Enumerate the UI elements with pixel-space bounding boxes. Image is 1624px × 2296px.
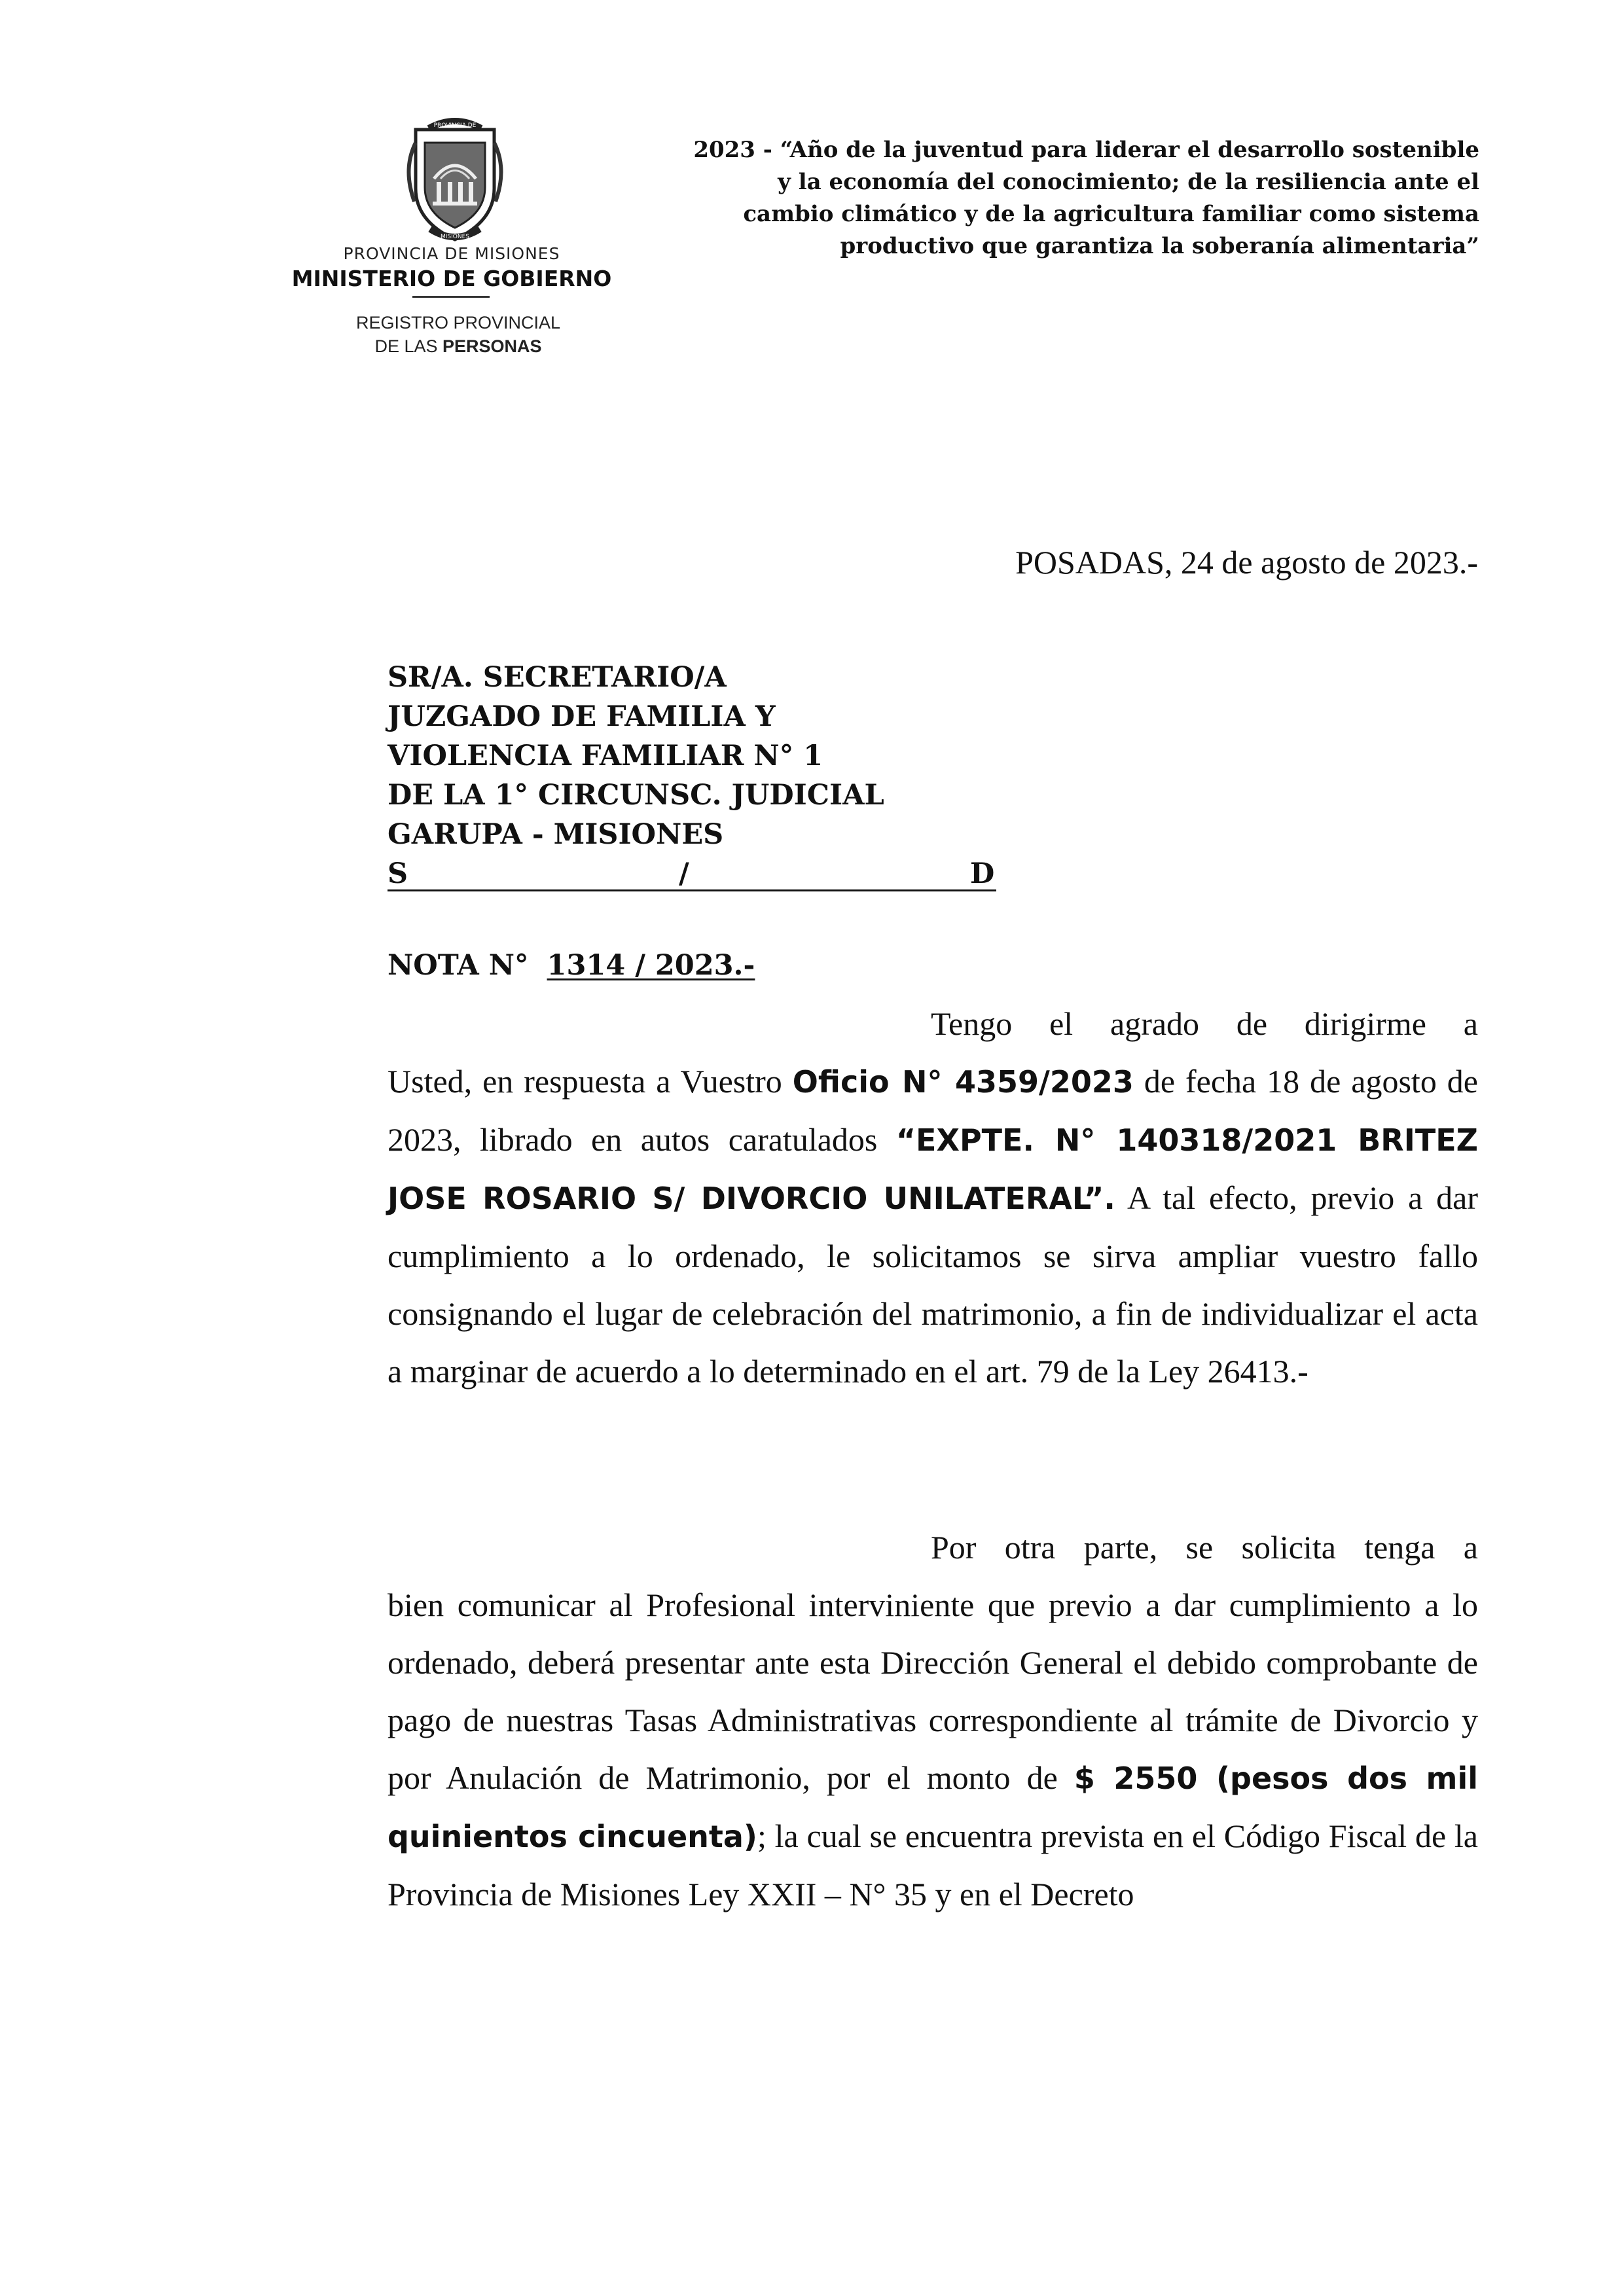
sd-slash: / bbox=[679, 857, 689, 890]
motto-line: 2023 - “Año de la juventud para liderar el desarrollo sostenible bbox=[693, 137, 1479, 163]
note-number: 1314 / 2023.- bbox=[547, 949, 755, 982]
motto-line: y la economía del conocimiento; de la resiliencia ante el bbox=[778, 169, 1479, 195]
crest-bottom-text: MISIONES bbox=[440, 234, 470, 240]
fee-amount: $ 2550 (pesos dos mil quinientos cincuenta) bbox=[388, 1761, 1479, 1854]
sd-s: S bbox=[388, 857, 408, 890]
crest-top-text: PROVINCIA DE bbox=[433, 122, 477, 129]
case-title: “EXPTE. N° 140318/2021 BRITEZ JOSE ROSARIO S/ DIVORCIO UNILATERAL”. bbox=[388, 1122, 1478, 1216]
paragraph-1-text: Usted, en respuesta a Vuestro bbox=[388, 1063, 793, 1100]
addressee-line: DE LA 1° CIRCUNSC. JUDICIAL bbox=[388, 779, 884, 812]
motto-line: cambio climático y de la agricultura familiar como sistema bbox=[743, 201, 1479, 227]
oficio-reference: Oficio N° 4359/2023 bbox=[792, 1064, 1134, 1100]
paragraph-1-text: de fecha 18 de agosto de 2023, librado en autos caratulados bbox=[388, 1063, 1478, 1158]
paragraph-2-text: ; la cual se encuentra prevista en el Código Fiscal de la Provincia de Misiones Ley XXII – N° 35 y en el Decreto bbox=[388, 1818, 1478, 1912]
paragraph-2-opening: Por otra parte, se solicita tenga a bbox=[931, 1529, 1478, 1566]
motto-line: productivo que garantiza la soberanía alimentaria” bbox=[840, 233, 1479, 259]
registry-name-line1: REGISTRO PROVINCIAL bbox=[355, 313, 561, 332]
addressee-line: SR/A. SECRETARIO/A bbox=[388, 661, 727, 694]
ministry-name: MINISTERIO DE GOBIERNO bbox=[291, 266, 612, 291]
sd-d: D bbox=[970, 857, 995, 890]
logo-divider bbox=[412, 296, 490, 298]
addressee-block bbox=[388, 658, 1042, 891]
paragraph-2 bbox=[388, 1518, 1478, 1923]
year-motto bbox=[563, 134, 1479, 262]
paragraph-1-opening: Tengo el agrado de dirigirme a bbox=[931, 1005, 1478, 1042]
letter-date: POSADAS, 24 de agosto de 2023.- bbox=[1015, 544, 1478, 581]
su-despacho-line bbox=[388, 854, 996, 891]
addressee-line: GARUPA - MISIONES bbox=[388, 818, 724, 851]
paragraph-1 bbox=[388, 995, 1478, 1400]
paragraph-1-text: A tal efecto, previo a dar cumplimiento a lo ordenado, le solicitamos se sirva ampliar vuestro fallo consignando el lugar de celebración del matrimonio, a fin de individualizar el acta a marginar de acuerdo a lo determinado en el art. 79 de la Ley 26413.- bbox=[388, 1179, 1478, 1390]
addressee-line: VIOLENCIA FAMILIAR N° 1 bbox=[388, 740, 823, 772]
registry-prefix: DE LAS bbox=[374, 336, 442, 356]
crest-icon bbox=[396, 117, 514, 244]
registry-name-line2 bbox=[281, 336, 622, 357]
note-reference bbox=[388, 949, 755, 982]
province-name: PROVINCIA DE MISIONES bbox=[343, 244, 560, 263]
registry-bold: PERSONAS bbox=[442, 336, 542, 356]
note-label: NOTA N° bbox=[388, 949, 529, 982]
addressee-line: JUZGADO DE FAMILIA Y bbox=[388, 700, 776, 733]
paragraph-2-text: bien comunicar al Profesional interviniente que previo a dar cumplimiento a lo ordenado, deberá presentar ante esta Dirección General el debido comprobante de pago de nuestras Tasas Administrativas correspondiente al trámite de Divorcio y por Anulación de Matrimonio, por el monto de bbox=[388, 1587, 1478, 1796]
